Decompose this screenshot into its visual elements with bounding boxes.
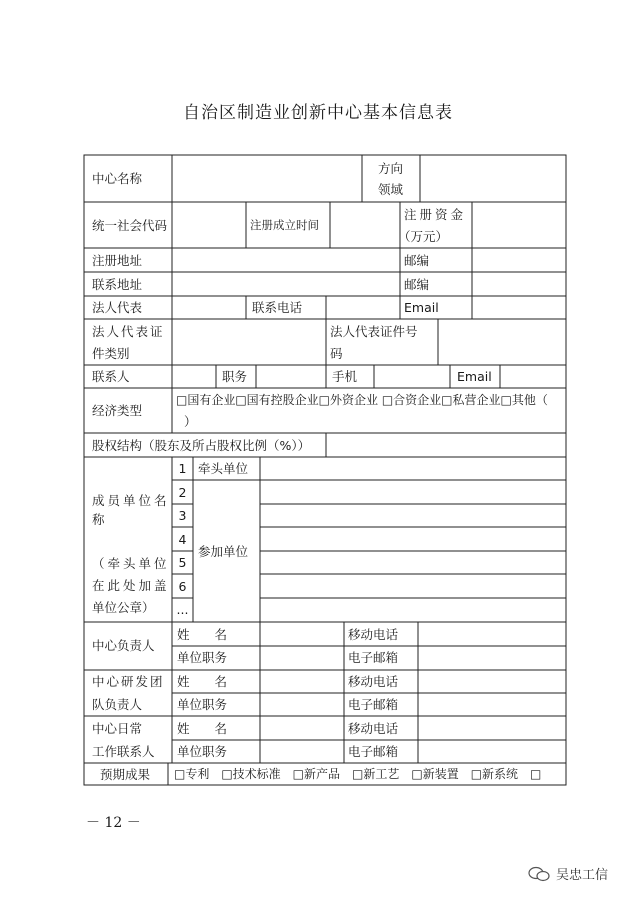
econ-options-close: ） xyxy=(184,414,197,429)
member-num-5: 5 xyxy=(178,555,187,570)
credit-code-label: 统一社会代码 xyxy=(92,218,168,233)
field-label: 领域 xyxy=(378,182,404,197)
page-number: － 12 － xyxy=(86,815,141,831)
daily-contact-label-2: 工作联系人 xyxy=(92,744,155,759)
rd-head-label-1: 中心研发团 xyxy=(92,674,165,689)
members-label-1: 成员单位名 xyxy=(92,493,170,508)
email-label: Email xyxy=(404,300,439,315)
member-num-more: ... xyxy=(176,602,189,617)
legal-rep-label: 法人代表 xyxy=(92,300,143,315)
econ-type-label: 经济类型 xyxy=(92,403,143,418)
name-label-1: 姓 名 xyxy=(177,627,228,642)
name-label-3: 姓 名 xyxy=(177,721,228,736)
members-note-2: 在此处加盖 xyxy=(92,578,170,593)
member-num-3: 3 xyxy=(178,508,187,523)
email-cn-label-1: 电子邮箱 xyxy=(348,650,399,665)
email-cn-label-2: 电子邮箱 xyxy=(348,697,399,712)
expected-label: 预期成果 xyxy=(100,767,151,782)
participant-unit-label: 参加单位 xyxy=(198,544,249,559)
legal-id-no-label-2: 码 xyxy=(330,346,343,361)
center-head-label: 中心负责人 xyxy=(92,638,155,653)
member-num-4: 4 xyxy=(178,532,187,547)
members-note-3: 单位公章） xyxy=(92,600,155,615)
econ-options[interactable]: □国有企业□国有控股企业□外资企业 □合资企业□私营企业□其他（ xyxy=(176,393,548,407)
unit-position-label-3: 单位职务 xyxy=(177,744,228,759)
email-cn-label-3: 电子邮箱 xyxy=(348,744,399,759)
contact-phone-label: 联系电话 xyxy=(252,300,303,315)
unit-position-label-1: 单位职务 xyxy=(177,650,228,665)
rd-head-label-2: 队负责人 xyxy=(92,697,143,712)
contact-person-label: 联系人 xyxy=(92,369,130,384)
postcode-label: 邮编 xyxy=(404,253,430,268)
equity-label: 股权结构（股东及所占股权比例（%）） xyxy=(92,438,311,453)
contact-address-label: 联系地址 xyxy=(92,277,143,292)
outcome-options[interactable]: □专利 □技术标准 □新产品 □新工艺 □新装置 □新系统 □ xyxy=(174,767,542,781)
mobile-label: 手机 xyxy=(332,369,358,384)
legal-id-type-label-1: 法人代表证 xyxy=(92,324,165,339)
email-label-2: Email xyxy=(457,369,492,384)
unit-position-label-2: 单位职务 xyxy=(177,697,228,712)
mobile-phone-label-3: 移动电话 xyxy=(348,721,399,736)
wechat-icon xyxy=(528,866,550,882)
mobile-phone-label-1: 移动电话 xyxy=(348,627,399,642)
postcode-label-2: 邮编 xyxy=(404,277,430,292)
member-num-6: 6 xyxy=(178,579,187,594)
position-label: 职务 xyxy=(222,369,248,384)
legal-id-no-label-1: 法人代表证件号 xyxy=(330,324,418,339)
watermark-text: 吴忠工信 xyxy=(556,868,609,883)
reg-capital-label: 注册资金 xyxy=(404,207,467,222)
wan-yuan-label: （万元） xyxy=(398,229,449,244)
mobile-phone-label-2: 移动电话 xyxy=(348,674,399,689)
reg-address-label: 注册地址 xyxy=(92,253,143,268)
reg-time-label: 注册成立时间 xyxy=(250,218,319,232)
members-note-1: （牵头单位 xyxy=(92,556,170,571)
form-title: 自治区制造业创新中心基本信息表 xyxy=(183,103,453,123)
name-label-2: 姓 名 xyxy=(177,674,228,689)
center-name-label: 中心名称 xyxy=(92,171,143,186)
direction-label: 方向 xyxy=(378,161,404,176)
daily-contact-label-1: 中心日常 xyxy=(92,721,143,736)
member-num-2: 2 xyxy=(178,485,187,500)
lead-unit-label: 牵头单位 xyxy=(198,461,249,476)
members-label-2: 称 xyxy=(92,512,105,527)
legal-id-type-label-2: 件类别 xyxy=(92,346,130,361)
member-num-1: 1 xyxy=(178,461,187,476)
watermark xyxy=(528,864,608,883)
